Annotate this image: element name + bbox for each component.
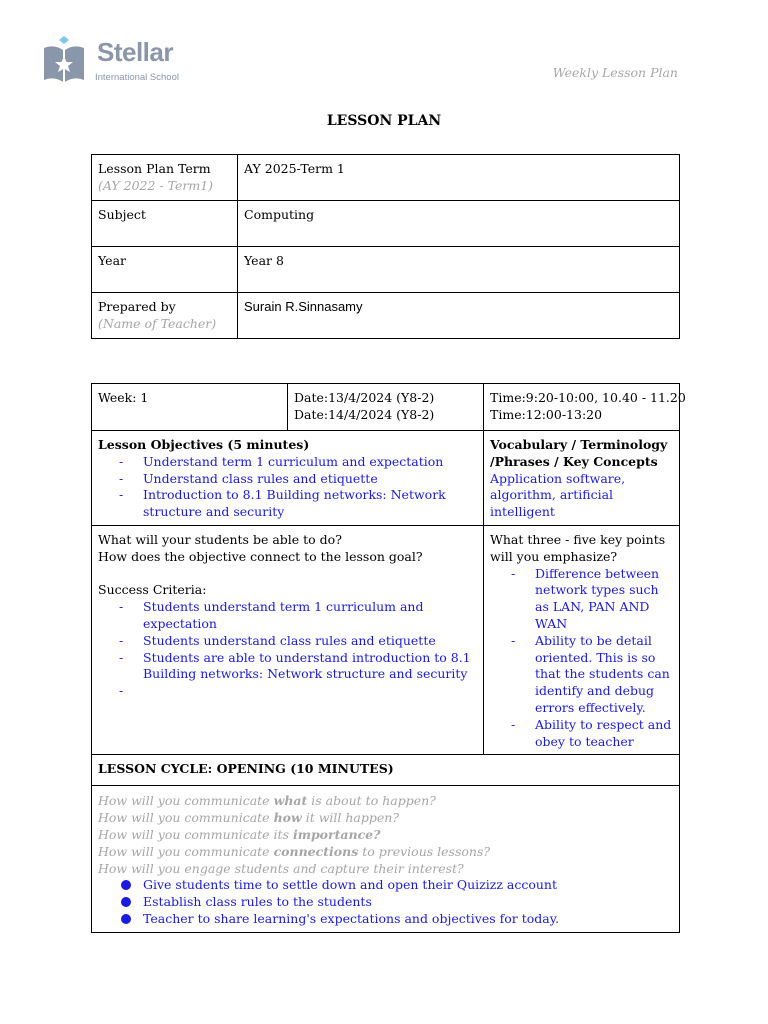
time-line: Time:9:20-10:00, 10.40 - 11.20 (490, 390, 686, 405)
time-cell[interactable] (484, 384, 686, 431)
table-row (92, 525, 680, 754)
list-item (119, 683, 477, 700)
info-value: AY 2025-Term 1 (244, 161, 345, 176)
table-row (92, 384, 680, 431)
info-value-cell[interactable] (238, 293, 680, 339)
list-item: - Understand class rules and etiquette (119, 471, 477, 488)
lesson-plan-table (91, 383, 686, 933)
outcome-question: How does the objective connect to the lesson goal? (98, 548, 423, 564)
info-label: Prepared by (98, 299, 176, 314)
opening-heading-cell (92, 755, 680, 786)
key-points-cell[interactable] (484, 525, 680, 754)
list-item: - Students understand term 1 curriculum and expectation (119, 599, 477, 633)
info-label: Subject (98, 207, 146, 222)
list-item: Give students time to settle down and open their Quizizz account (119, 877, 673, 894)
vocabulary-text: Application software, algorithm, artificial intelligent (490, 470, 626, 520)
table-row (92, 755, 680, 786)
info-value: Computing (244, 207, 315, 222)
info-label: Lesson Plan Term (98, 161, 211, 176)
key-points-list (490, 566, 673, 751)
info-label-cell (92, 155, 238, 201)
info-value-cell[interactable] (238, 155, 680, 201)
opening-prompt: How will you communicate its importance? (98, 826, 381, 842)
info-label-cell (92, 247, 238, 293)
date-cell[interactable] (288, 384, 484, 431)
list-item: - Difference between network types such as LAN, PAN AND WAN (511, 566, 673, 633)
table-row (92, 247, 680, 293)
list-item: - Students are able to understand introduction to 8.1 Building networks: Network structure and security (119, 650, 477, 684)
logo-name: Stellar (97, 37, 173, 67)
outcomes-cell[interactable] (92, 525, 484, 754)
list-item: Teacher to share learning's expectations and objectives for today. (119, 911, 673, 928)
book-crest-icon (42, 34, 86, 86)
success-criteria-label: Success Criteria: (98, 582, 207, 598)
info-value-cell[interactable] (238, 247, 680, 293)
table-row (92, 155, 680, 201)
week-label: Week: 1 (98, 390, 149, 405)
header-label: Weekly Lesson Plan (552, 65, 678, 80)
vocabulary-heading: Vocabulary / Terminology /Phrases / Key Concepts (490, 437, 668, 469)
vocabulary-cell[interactable] (484, 431, 680, 526)
list-item: - Ability to respect and obey to teacher (511, 717, 673, 751)
list-item: - Introduction to 8.1 Building networks: Network structure and security (119, 487, 477, 521)
info-hint: (Name of Teacher) (98, 315, 217, 331)
info-label: Year (98, 253, 126, 268)
outcome-question: What will your students be able to do? (98, 531, 342, 547)
date-line: Date:14/4/2024 (Y8-2) (294, 406, 435, 422)
page-title: LESSON PLAN (326, 113, 442, 129)
objectives-heading: Lesson Objectives (5 minutes) (98, 437, 310, 452)
opening-prompt: How will you communicate connections to previous lessons? (98, 843, 491, 859)
opening-prompt: How will you engage students and capture their interest? (98, 860, 464, 876)
info-value-cell[interactable] (238, 201, 680, 247)
list-item: Establish class rules to the students (119, 894, 673, 911)
info-value: Surain R.Sinnasamy (244, 299, 363, 314)
objectives-cell[interactable] (92, 431, 484, 526)
table-row (92, 431, 680, 526)
list-item: - Students understand class rules and etiquette (119, 633, 477, 650)
info-label-cell (92, 201, 238, 247)
opening-prompt: How will you communicate how it will happen? (98, 810, 400, 826)
list-item: - Ability to be detail oriented. This is so that the students can identify and debug errors effectively. (511, 633, 673, 717)
lesson-info-table (91, 154, 680, 339)
objectives-list (98, 454, 477, 521)
success-criteria-list (98, 599, 477, 700)
opening-cell[interactable] (92, 786, 680, 932)
table-row (92, 293, 680, 339)
opening-heading: LESSON CYCLE: OPENING (10 MINUTES) (98, 761, 394, 777)
info-value: Year 8 (244, 253, 284, 268)
info-hint: (AY 2022 - Term1) (98, 177, 214, 193)
logo-subtitle: International School (95, 72, 179, 83)
opening-activities-list (98, 877, 673, 927)
list-item: - Understand term 1 curriculum and expectation (119, 454, 477, 471)
time-line: Time:12:00-13:20 (490, 406, 603, 422)
opening-prompt: How will you communicate what is about to happen? (98, 793, 436, 809)
table-row (92, 201, 680, 247)
info-label-cell (92, 293, 238, 339)
school-logo (42, 34, 202, 86)
key-points-question: What three - five key points will you emphasize? (490, 531, 666, 564)
week-cell[interactable] (92, 384, 288, 431)
table-row (92, 786, 680, 932)
date-line: Date:13/4/2024 (Y8-2) (294, 390, 435, 405)
